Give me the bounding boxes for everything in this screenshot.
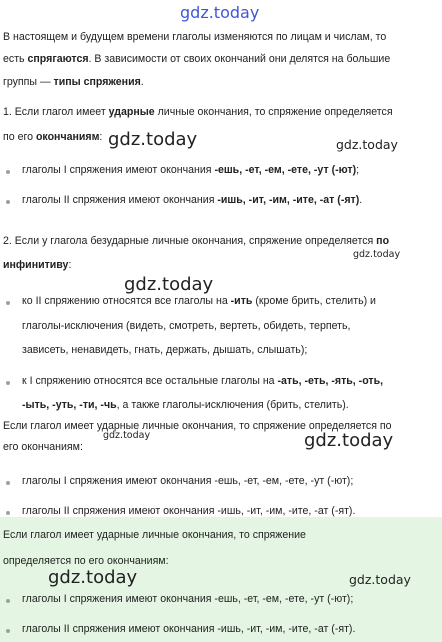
bullet (6, 170, 10, 174)
bullet (6, 200, 10, 204)
repeat1-item-2: глаголы II спряжения имеют окончания -ишь, -ит, -им, -ите, -ат (-ят). (22, 505, 356, 517)
watermark: gdz.today (108, 129, 198, 150)
bullet (6, 511, 10, 515)
intro-line-1: В настоящем и будущем времени глаголы изменяются по лицам и числам, то (3, 31, 387, 43)
rule1-item-1: глаголы I спряжения имеют окончания -ешь, -ет, -ем, -ете, -ут (-ют); (22, 164, 360, 176)
repeat1-line-1: Если глагол имеет ударные личные окончания, то спряжение определяется по (3, 420, 392, 432)
repeat2-line-2: определяется по его окончаниям: (3, 555, 169, 567)
rule2-item-2-line-1: к I спряжению относятся все остальные глаголы на -ать, -еть, -ять, -оть, (22, 375, 384, 387)
repeat2-item-1: глаголы I спряжения имеют окончания -ешь, -ет, -ем, -ете, -ут (-ют); (22, 593, 354, 605)
watermark: gdz.today (353, 249, 401, 260)
rule2-item-1-line-1: ко II спряжению относятся все глаголы на -ить (кроме брить, стелить) и (22, 295, 376, 307)
watermark: gdz.today (103, 430, 151, 441)
rule2-line-1: 2. Если у глагола безударные личные окончания, спряжение определяется по (3, 235, 390, 247)
watermark: gdz.today (48, 567, 138, 588)
watermark-top: gdz.today (180, 3, 260, 22)
watermark: gdz.today (349, 572, 411, 587)
bullet (6, 599, 10, 603)
repeat2-item-2: глаголы II спряжения имеют окончания -ишь, -ит, -им, -ите, -ат (-ят). (22, 623, 356, 635)
rule1-line-2: по его окончаниям: (3, 131, 103, 143)
watermark: gdz.today (304, 430, 394, 451)
repeat2-line-1: Если глагол имеет ударные личные окончания, то спряжение (3, 529, 306, 541)
bullet (6, 301, 10, 305)
bullet (6, 481, 10, 485)
rule2-item-1-line-3: зависеть, ненавидеть, гнать, держать, дышать, слышать); (22, 344, 308, 356)
rule2-item-1-line-2: глаголы-исключения (видеть, смотреть, вертеть, обидеть, терпеть, (22, 320, 351, 332)
bullet (6, 629, 10, 633)
watermark: gdz.today (124, 274, 214, 295)
rule1-item-2: глаголы II спряжения имеют окончания -ишь, -ит, -им, -ите, -ат (-ят). (22, 194, 363, 206)
rule1-line-1: 1. Если глагол имеет ударные личные окончания, то спряжение определяется (3, 106, 393, 118)
repeat1-line-2: его окончаниям: (3, 441, 83, 453)
rule2-item-2-line-2: -ыть, -уть, -ти, -чь, а также глаголы-исключения (брить, стелить). (22, 399, 349, 411)
repeat1-item-1: глаголы I спряжения имеют окончания -ешь, -ет, -ем, -ете, -ут (-ют); (22, 475, 354, 487)
rule2-line-2: инфинитиву: (3, 259, 72, 271)
watermark: gdz.today (336, 137, 398, 152)
intro-line-2: есть спрягаются. В зависимости от своих окончаний они делятся на большие (3, 53, 391, 65)
intro-line-3: группы — типы спряжения. (3, 76, 144, 88)
bullet (6, 381, 10, 385)
